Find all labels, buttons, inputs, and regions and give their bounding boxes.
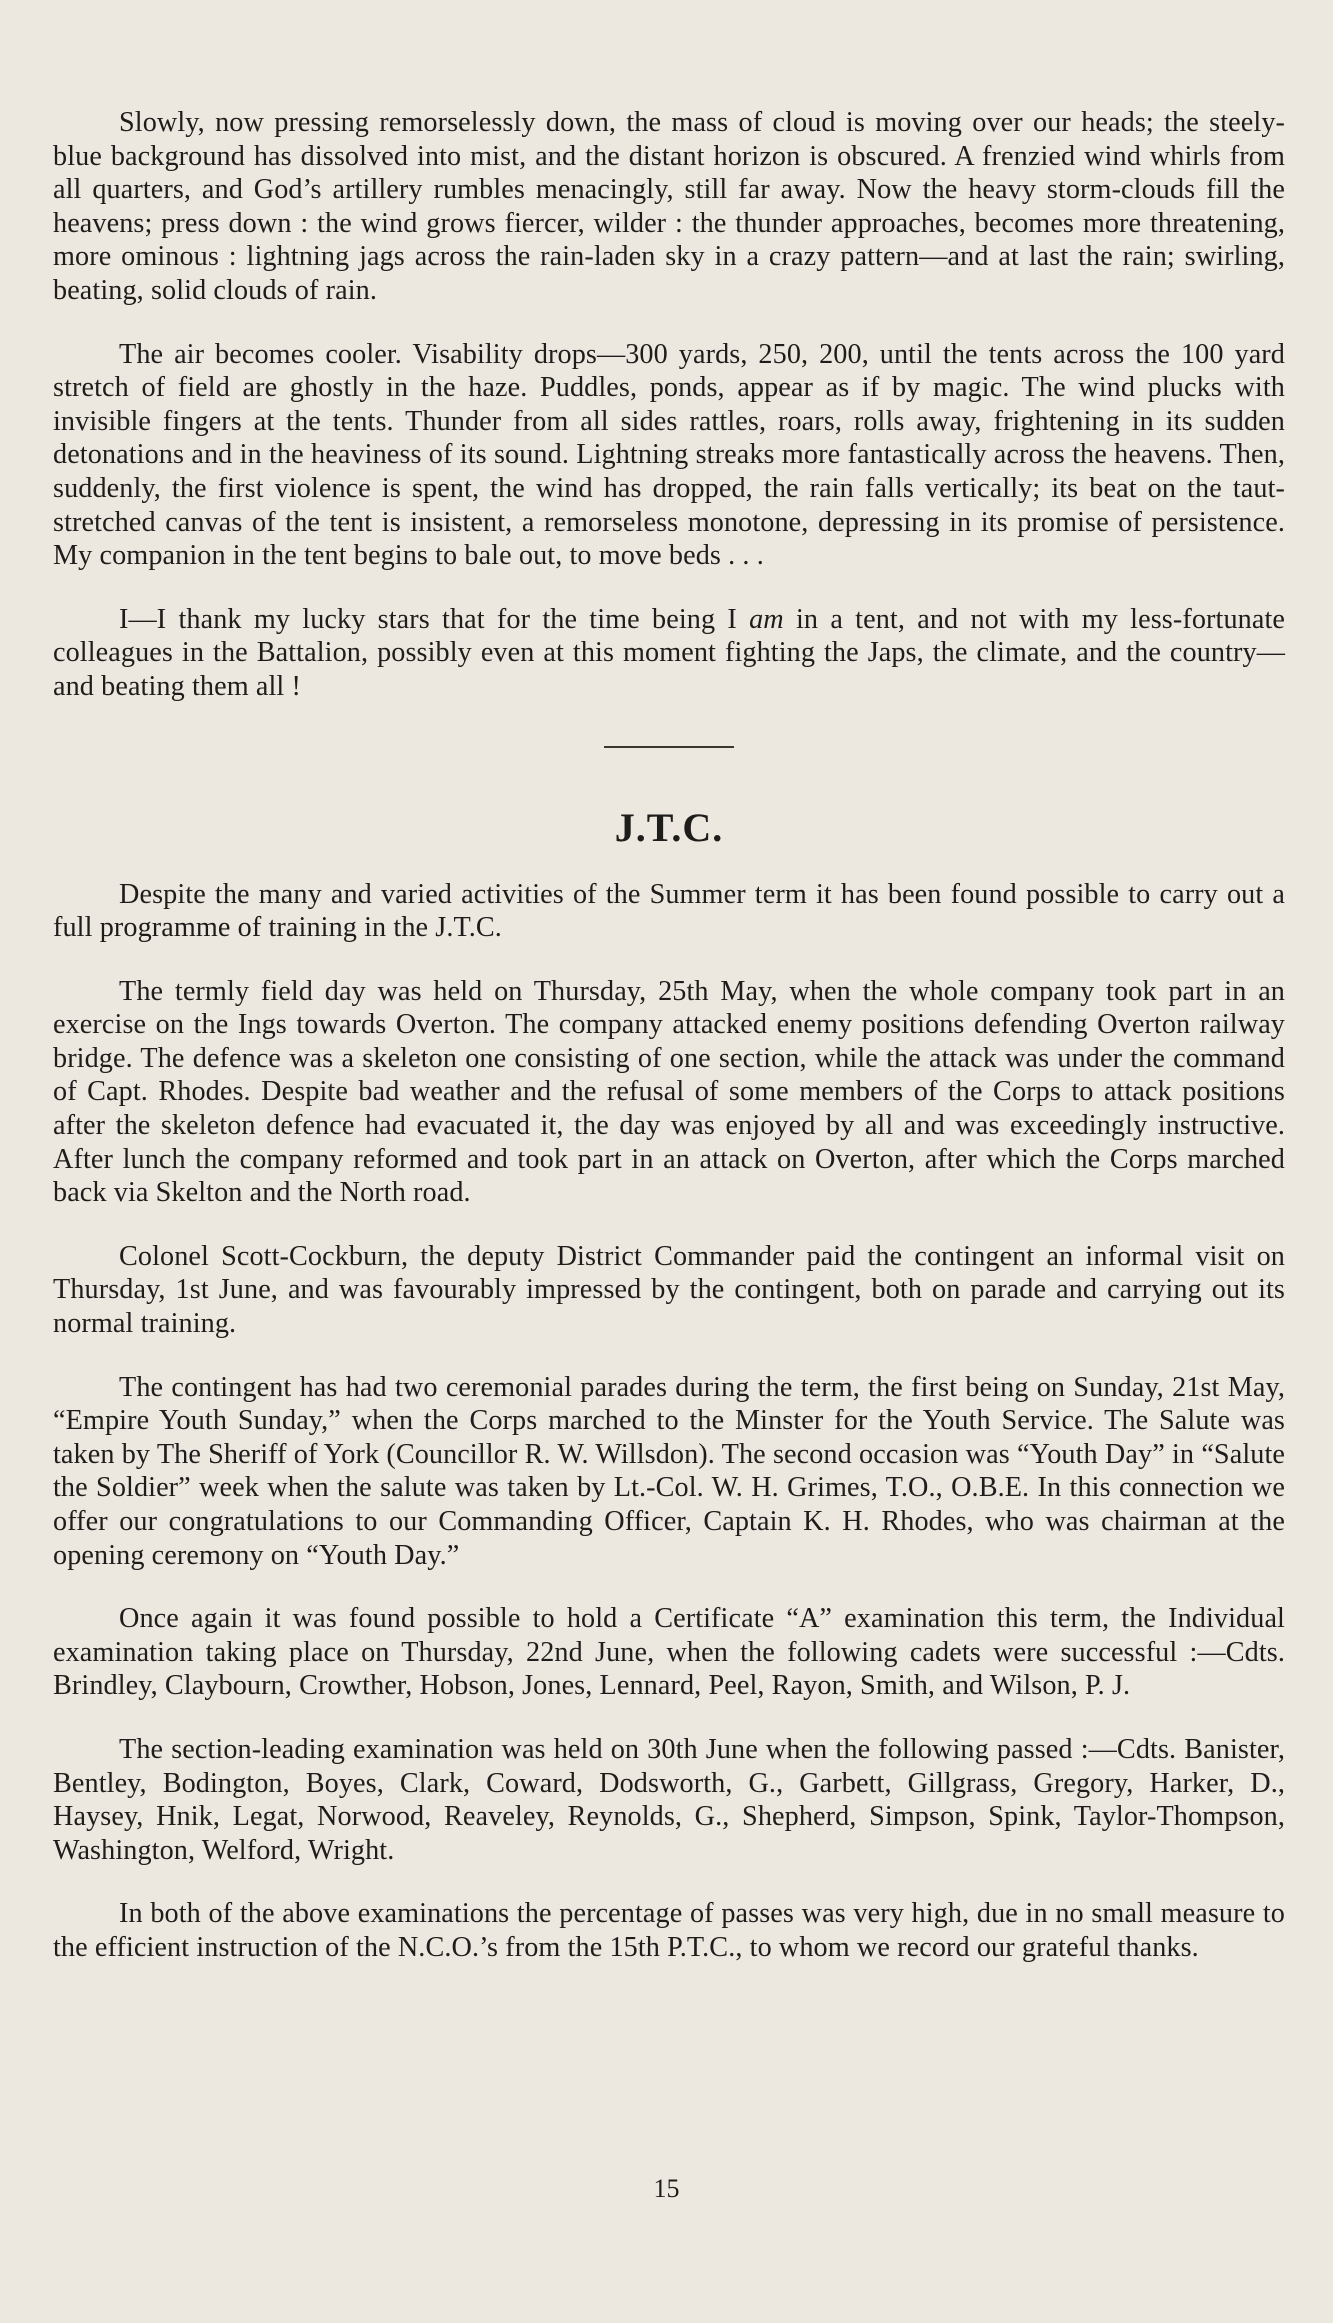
- text-column: [53, 106, 1285, 1995]
- jtc-paragraph-7: In both of the above examinations the percentage of passes was very high, due in no small measure to the efficient instruction of the N.C.O.’s from the 15th P.T.C., to whom we record our grateful thanks.: [53, 1898, 1285, 1963]
- jtc-paragraph-4: The contingent has had two ceremonial parades during the term, the first being on Sunday, 21st May, “Empire Youth Sunday,” when the Corps marched to the Minster for the Youth Service. The Salute was taken by The Sheriff of York (Councillor R. W. Willsdon). The second occasion was “Youth Day” in “Salute the Soldier” week when the salute was taken by Lt.-Col. W. H. Grimes, T.O., O.B.E. In this connection we offer our congratulations to our Commanding Officer, Captain K. H. Rhodes, who was chairman at the opening ceremony on “Youth Day.”: [53, 1371, 1285, 1571]
- jtc-paragraph-6: The section-leading examination was held on 30th June when the following passed :—Cdts. Banister, Bentley, Bodington, Boyes, Clark, Coward, Dodsworth, G., Garbett, Gillgrass, Gregory, Harker, D., Haysey, Hnik, Legat, Norwood, Reaveley, Reynolds, G., Shepherd, Simpson, Spink, Taylor-Thompson, Washington, Welford, Wright.: [53, 1733, 1285, 1866]
- emphasis-word: am: [749, 603, 784, 635]
- page-number: 15: [653, 2174, 680, 2203]
- storm-paragraph-3-end: in a tent, and not with my less-fortunate colleagues in the Battalion, possibly even at this moment fighting the Japs, the climate, and the country—and beating them all !: [53, 603, 1285, 702]
- storm-paragraph-3-start: I—I thank my lucky stars that for the time being I: [119, 603, 750, 635]
- storm-paragraph-2: The air becomes cooler. Visability drops—300 yards, 250, 200, until the tents across the 100 yard stretch of field are ghostly in the haze. Puddles, ponds, appear as if by magic. The wind plucks with invisible fingers at the tents. Thunder from all sides rattles, roars, rolls away, frightening in its sudden detonations and in the heaviness of its sound. Lightning streaks more fantastically across the heavens. Then, suddenly, the first violence is spent, the wind has dropped, the rain falls vertically; its beat on the taut-stretched canvas of the tent is insistent, a remorseless monotone, depressing in its promise of persistence. My companion in the tent begins to bale out, to move beds . . .: [53, 338, 1285, 572]
- storm-paragraph-3: [53, 603, 1285, 704]
- jtc-paragraph-2: The termly field day was held on Thursday, 25th May, when the whole company took part in an exercise on the Ings towards Overton. The company attacked enemy positions defending Overton railway bridge. The defence was a skeleton one consisting of one section, while the attack was under the command of Capt. Rhodes. Despite bad weather and the refusal of some members of the Corps to attack positions after the skeleton defence had evacuated it, the day was enjoyed by all and was exceedingly instructive. After lunch the company reformed and took part in an attack on Overton, after which the Corps marched back via Skelton and the North road.: [53, 975, 1285, 1209]
- section-divider: [604, 746, 734, 748]
- jtc-paragraph-1: Despite the many and varied activities of the Summer term it has been found possible to carry out a full programme of training in the J.T.C.: [53, 878, 1285, 944]
- jtc-paragraph-5: Once again it was found possible to hold a Certificate “A” examination this term, the Individual examination taking place on Thursday, 22nd June, when the following cadets were successful :—Cdts. Brindley, Claybourn, Crowther, Hobson, Jones, Lennard, Peel, Rayon, Smith, and Wilson, P. J.: [53, 1603, 1285, 1702]
- jtc-paragraph-3: Colonel Scott-Cockburn, the deputy District Commander paid the contingent an informal visit on Thursday, 1st June, and was favourably impressed by the contingent, both on parade and carrying out its normal training.: [53, 1240, 1285, 1340]
- storm-paragraph-1: Slowly, now pressing remorselessly down, the mass of cloud is moving over our heads; the steely-blue background has dissolved into mist, and the distant horizon is obscured. A frenzied wind whirls from all quarters, and God’s artillery rumbles menacingly, still far away. Now the heavy storm-clouds fill the heavens; press down : the wind grows fiercer, wilder : the thunder approaches, becomes more threatening, more ominous : lightning jags across the rain-laden sky in a crazy pattern—and at last the rain; swirling, beating, solid clouds of rain.: [53, 107, 1285, 306]
- section-heading: J.T.C.: [614, 804, 724, 850]
